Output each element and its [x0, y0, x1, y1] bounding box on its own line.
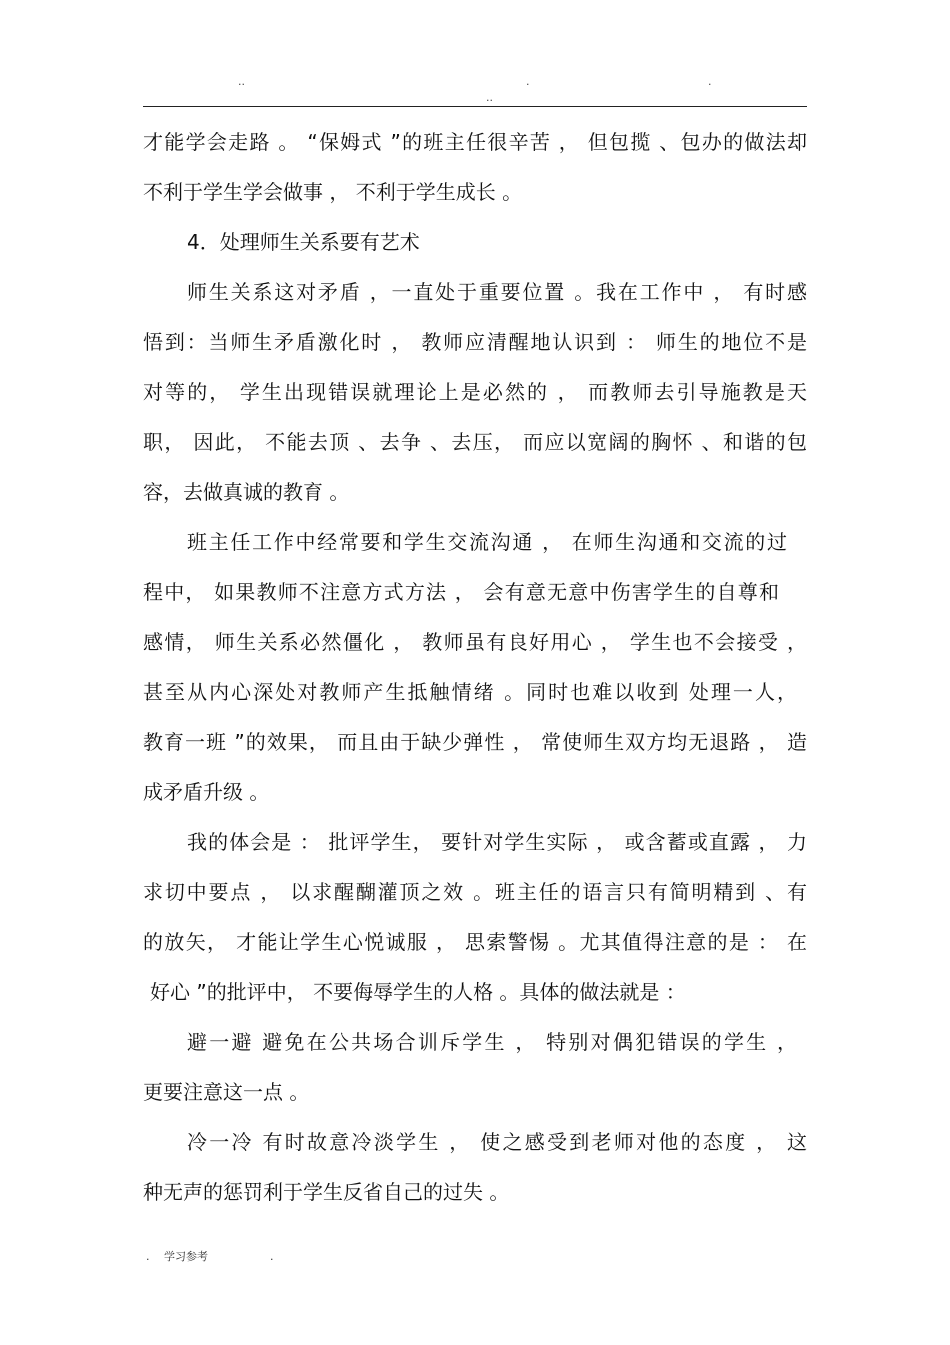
text-line: 悟到：当师生矛盾激化时 ， 教师应清醒地认识到 ： 师生的地位不是 — [143, 330, 807, 354]
text-line: 师生关系这对矛盾 ，一直处于重要位置 。我在工作中 ， 有时感 — [187, 280, 807, 304]
text-line: 的放矢， 才能让学生心悦诚服 ， 思索警惕 。尤其值得注意的是 ： 在 — [143, 930, 807, 954]
text-line: 求切中要点 ， 以求醒醐灌顶之效 。班主任的语言只有简明精到 、有 — [143, 880, 807, 904]
section-heading: 4．处理师生关系要有艺术 — [187, 230, 420, 254]
text-line: 成矛盾升级 。 — [143, 780, 270, 804]
header-dot-right: . — [708, 75, 712, 88]
text-line: 更要注意这一点 。 — [143, 1080, 310, 1104]
footer-dot-right: . — [270, 1250, 274, 1263]
text-line: 避一避 避免在公共场合训斥学生 ， 特别对偶犯错误的学生 ， — [187, 1030, 797, 1054]
text-line: 职， 因此， 不能去顶 、去争 、去压， 而应以宽阔的胸怀 、和谐的包 — [143, 430, 807, 454]
text-line: 甚至从内心深处对教师产生抵触情绪 。同时也难以收到 处理一人， — [143, 680, 797, 704]
text-line: 好心 ”的批评中， 不要侮辱学生的人格 。具体的做法就是 ： — [150, 980, 686, 1004]
text-line: 感情， 师生关系必然僵化 ， 教师虽有良好用心 ， 学生也不会接受 ， — [143, 630, 807, 654]
text-line: 班主任工作中经常要和学生交流沟通 ， 在师生沟通和交流的过 — [187, 530, 787, 554]
header-rule — [143, 106, 807, 107]
text-line: 种无声的惩罚利于学生反省自己的过失 。 — [143, 1180, 510, 1204]
footer-dot-left: . — [146, 1250, 150, 1263]
footer-label: 学习参考 — [164, 1250, 208, 1263]
text-line: 我的体会是 ： 批评学生， 要针对学生实际 ， 或含蓄或直露 ， 力 — [187, 830, 807, 854]
header-dot-under: .. — [486, 91, 493, 104]
header-dot-center: . — [526, 75, 530, 88]
text-line: 对等的， 学生出现错误就理论上是必然的 ， 而教师去引导施教是天 — [143, 380, 807, 404]
text-line: 不利于学生学会做事 ， 不利于学生成长 。 — [143, 180, 523, 204]
header-dot-left: .. — [238, 75, 245, 88]
text-line: 冷一冷 有时故意冷淡学生 ， 使之感受到老师对他的态度 ， 这 — [187, 1130, 807, 1154]
text-line: 教育一班 ”的效果， 而且由于缺少弹性 ， 常使师生双方均无退路 ， 造 — [143, 730, 807, 754]
text-line: 才能学会走路 。 “保姆式 ”的班主任很辛苦 ， 但包揽 、包办的做法却 — [143, 130, 807, 154]
text-line: 程中， 如果教师不注意方式方法 ， 会有意无意中伤害学生的自尊和 — [143, 580, 779, 604]
text-line: 容，去做真诚的教育 。 — [143, 480, 350, 504]
